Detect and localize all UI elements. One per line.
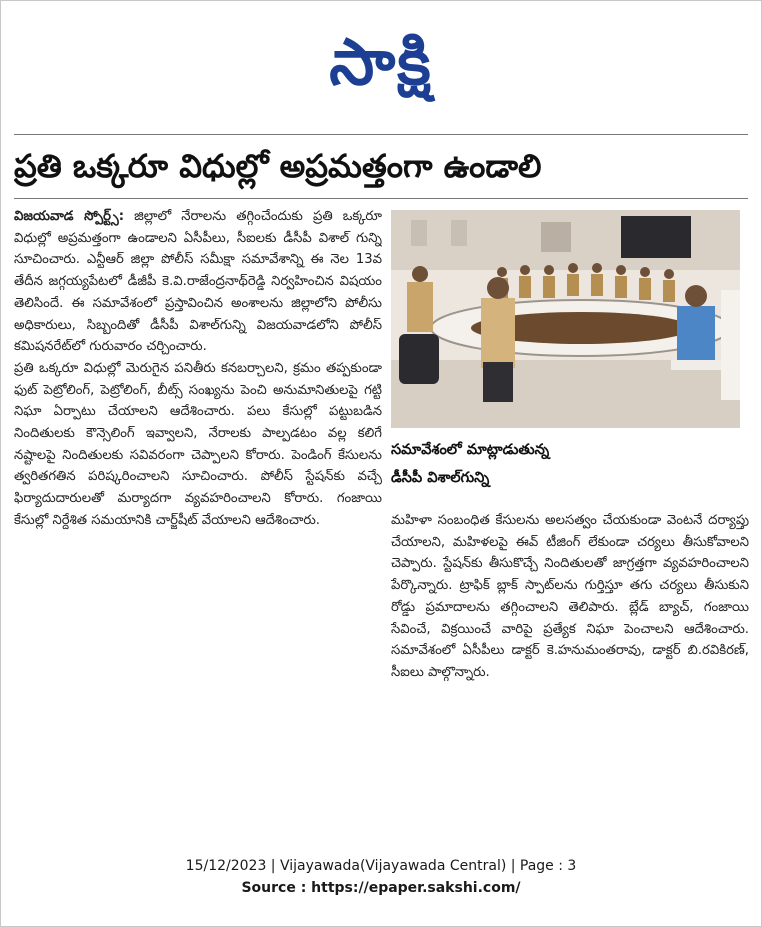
edition-info: 15/12/2023 | Vijayawada(Vijayawada Central) | Page : 3: [185, 858, 577, 874]
sakshi-logo: సాక్షి: [329, 26, 433, 100]
article-paragraph-2: ప్రతి ఒక్కరూ విధుల్లో మెరుగైన పనితీరు కనబర్చాలని, క్రమం తప్పకుండా ఫుట్ పెట్రోలింగ్, పెట్రోలింగ్, బీట్స్ సంఖ్యను పెంచి అనుమానితులపై గట్టి నిఘా ఏర్పాటు చేయాలని ఆదేశించారు. పలు కేసుల్లో పట్టుబడిన నిందితులకు కౌన్సెలింగ్ ఇవ్వాలని, నేరాలకు పాల్పడటం వల్ల కలిగే నష్టాలపై నిందితులకు సవివరంగా చెప్పాలని కోరారు. పెండింగ్ కేసులను త్వరితగతిన పరిష్కరించాలని సూచించారు. పోలీస్ స్టేషన్‌కు వచ్చే ఫిర్యాదుదారులతో మర్యాదగా వ్యవహరించాలని కోరారు. గంజాయి కేసుల్లో నిర్దేశిత సమయానికి చార్జ్‌షీట్ వేయాలని ఆదేశించారు.: [14, 360, 382, 528]
article-paragraph-3: మహిళా సంబంధిత కేసులను అలసత్వం చేయకుండా వెంటనే దర్యాప్తు చేయాలని, మహిళలపై ఈవ్ టీజింగ్ లేకుండా చర్యలు తీసుకోవాలని చెప్పారు. స్టేషన్‌కు తీసుకొచ్చే నిందితులతో జాగ్రత్తగా వ్యవహరించాలని పేర్కొన్నారు. ట్రాఫిక్ బ్లాక్ స్పాట్‌లను గుర్తిస్తూ తగు చర్యలు తీసుకుని రోడ్డు ప్రమాదాలను తగ్గించాలని తెలిపారు. బ్లేడ్ బ్యాచ్, గంజాయి సేవించే, విక్రయించే వారిపై ప్రత్యేక నిఘా పెంచాలని ఆదేశించారు. సమావేశంలో ఏసీపీలు డాక్టర్ కె.హనుమంతరావు, డాక్టర్ బి.రవికిరణ్, సీఐలు పాల్గొన్నారు.: [391, 513, 749, 680]
article-paragraph-1: [14, 206, 382, 358]
photo-caption-line-2: డీసీపీ విశాల్‌గున్ని: [391, 470, 490, 486]
meeting-photo: [391, 210, 740, 428]
meeting-photo-illustration: [391, 210, 740, 428]
photo-caption: [391, 436, 749, 498]
article-dateline: విజయవాడ స్పోర్ట్స్:: [14, 209, 125, 224]
source-link[interactable]: Source : https://epaper.sakshi.com/: [241, 880, 521, 896]
article-headline: ప్రతి ఒక్కరూ విధుల్లో అప్రమత్తంగా ఉండాలి: [14, 147, 542, 185]
article-paragraph-1-text: జిల్లాలో నేరాలను తగ్గించేందుకు ప్రతి ఒక్కరూ విధుల్లో అప్రమత్తంగా ఉండాలని ఏసీపీలు, సీఐలకు డీసీపీ విశాల్ గున్ని సూచించారు. ఎన్టీఆర్ జిల్లా పోలీస్ సమీక్షా సమావేశాన్ని ఈ నెల 13వ తేదీన జగ్గయ్యపేటలో డీజీపీ కె.వి.రాజేంద్రనాథ్‌రెడ్డి నిర్వహించిన విషయం తెలిసిందే. ఈ సమావేశంలో ప్రస్తావించిన అంశాలను జిల్లాలోని పోలీసు అధికారులు, సిబ్బందితో డీసీపీ విశాల్‌గున్ని విజయవాడలోని పోలీస్ కమిషనరేట్‌లో గురువారం చర్చించారు.: [14, 209, 382, 355]
article-left-column: [14, 206, 382, 802]
headline-bottom-rule: [14, 198, 748, 199]
article-right-column: [391, 510, 749, 810]
photo-caption-line-1: సమావేశంలో మాట్లాడుతున్న: [391, 442, 550, 458]
headline-top-rule: [14, 134, 748, 135]
